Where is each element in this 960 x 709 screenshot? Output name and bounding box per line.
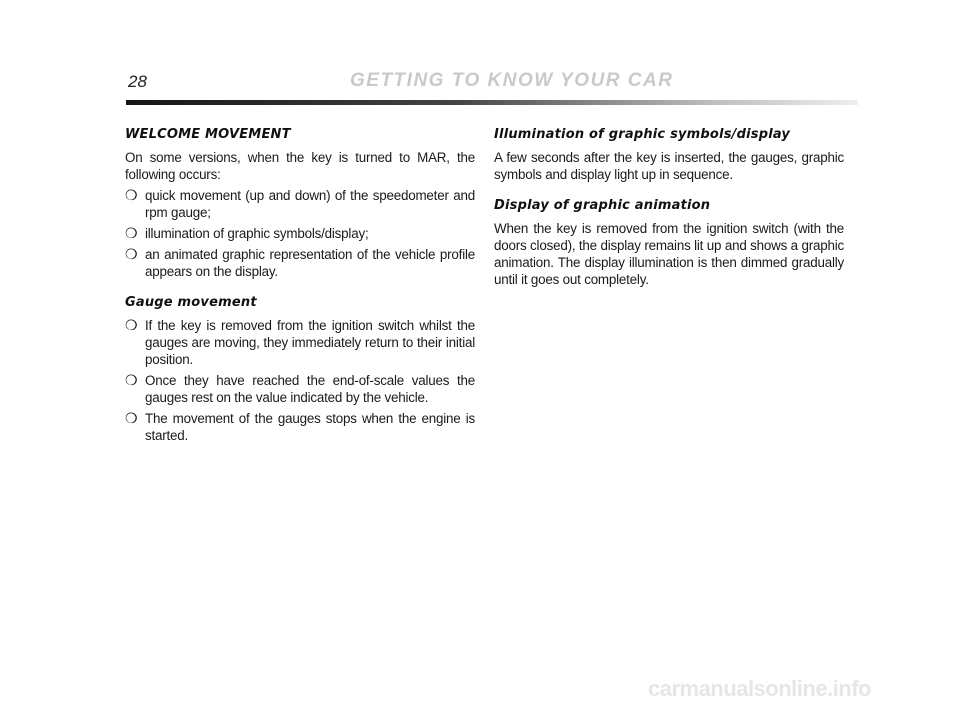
bullet-icon: ❍: [125, 246, 138, 262]
page-number: 28: [128, 72, 147, 91]
bullet-icon: ❍: [125, 410, 138, 426]
bullet-icon: ❍: [125, 225, 138, 241]
illumination-text: A few seconds after the key is inserted, the gauges, graphic symbols and display light up in sequence.: [494, 150, 844, 182]
gauge-movement-title: Gauge movement: [125, 295, 257, 310]
bullet-icon: ❍: [125, 187, 138, 203]
list-item-text: illumination of graphic symbols/display;: [145, 226, 369, 241]
list-item-text: an animated graphic representation of the vehicle profile appears on the display.: [145, 247, 475, 279]
header-rule: [126, 100, 858, 105]
gauge-bullet-list: [125, 317, 475, 444]
welcome-bullet-list: [125, 187, 475, 280]
list-item-text: Once they have reached the end-of-scale values the gauges rest on the value indicated by the vehicle.: [145, 373, 475, 405]
list-item: [125, 410, 475, 444]
bullet-icon: ❍: [125, 317, 138, 333]
welcome-intro: On some versions, when the key is turned to MAR, the following occurs:: [125, 150, 475, 182]
list-item: [125, 372, 475, 406]
running-head: GETTING TO KNOW YOUR CAR: [350, 70, 674, 91]
list-item-text: The movement of the gauges stops when the engine is started.: [145, 411, 475, 443]
left-column: [125, 126, 475, 448]
list-item-text: If the key is removed from the ignition switch whilst the gauges are moving, they immediately return to their initial position.: [145, 318, 475, 367]
list-item: [125, 246, 475, 280]
welcome-movement-title: WELCOME MOVEMENT: [125, 127, 291, 142]
right-column: [494, 126, 844, 292]
list-item-text: quick movement (up and down) of the speedometer and rpm gauge;: [145, 188, 475, 220]
animation-text: When the key is removed from the ignition switch (with the doors closed), the display remains lit up and shows a graphic animation. The display illumination is then dimmed gradually until it goes out completely.: [494, 221, 844, 287]
bullet-icon: ❍: [125, 372, 138, 388]
illumination-title: Illumination of graphic symbols/display: [494, 127, 791, 142]
watermark: carmanualsonline.info: [648, 676, 871, 701]
list-item: [125, 317, 475, 368]
list-item: [125, 225, 475, 242]
animation-title: Display of graphic animation: [494, 198, 711, 213]
list-item: [125, 187, 475, 221]
